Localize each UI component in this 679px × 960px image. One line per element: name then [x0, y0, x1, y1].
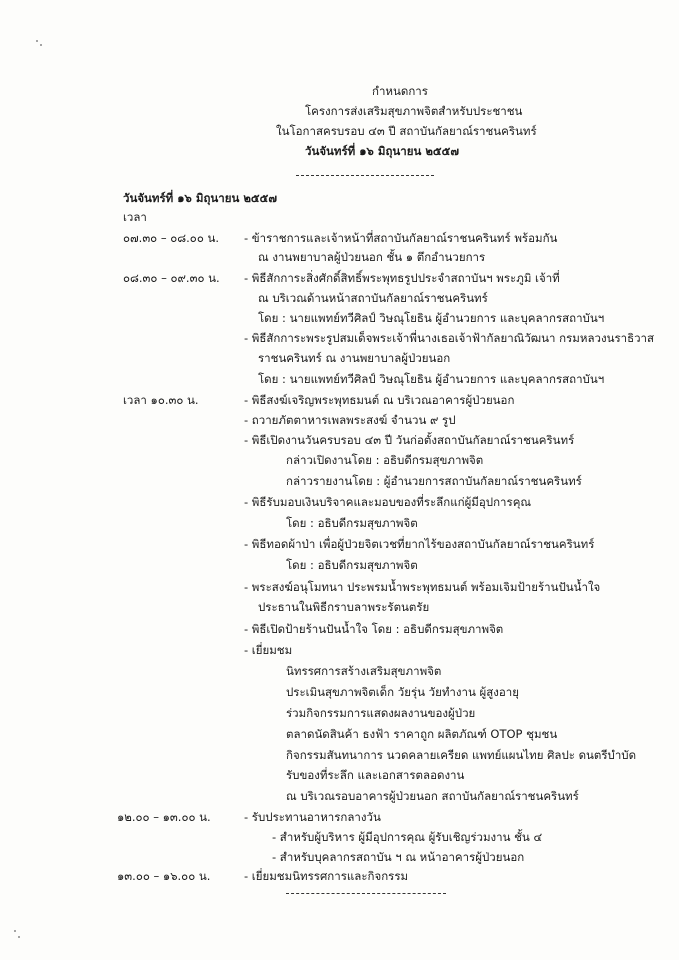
- session-detail: รับของที่ระลึก และเอกสารตลอดงาน: [286, 768, 465, 782]
- session-item: - ถวายภัตตาหารเพลพระสงฆ์ จำนวน ๙ รูป: [244, 413, 456, 427]
- session-time: เวลา ๑๐.๓๐ น.: [123, 393, 199, 407]
- session-detail: กล่าวเปิดงานโดย : อธิบดีกรมสุขภาพจิต: [286, 453, 484, 467]
- session-detail: - สำหรับผู้บริหาร ผู้มีอุปการคุณ ผู้รับเชิญร่วมงาน ชั้น ๔: [272, 830, 543, 844]
- session-item: - เยี่ยมชมนิทรรศการและกิจกรรม: [244, 869, 409, 883]
- session-detail: ณ งานพยาบาลผู้ป่วยนอก ชั้น ๑ ตึกอำนวยการ: [258, 250, 486, 264]
- session-detail: โดย : นายแพทย์ทวีศิลป์ วิษณุโยธิน ผู้อำนวยการ และบุคลากรสถาบันฯ: [258, 311, 605, 325]
- session-detail: โดย : อธิบดีกรมสุขภาพจิต: [286, 558, 418, 572]
- session-detail: - สำหรับบุคลากรสถาบัน ฯ ณ หน้าอาคารผู้ป่วยนอก: [272, 850, 525, 864]
- session-item: - ข้าราชการและเจ้าหน้าที่สถาบันกัลยาณ์ราชนครินทร์ พร้อมกัน: [244, 231, 558, 245]
- session-time: ๑๓.๐๐ – ๑๖.๐๐ น.: [117, 869, 211, 883]
- scan-speck: [18, 936, 20, 938]
- time-column-label: เวลา: [123, 210, 147, 224]
- session-item: - พิธีรับมอบเงินบริจาคและมอบของที่ระลึกแก่ผู้มีอุปการคุณ: [244, 495, 532, 509]
- session-detail: ประธานในพิธีกราบลาพระรัตนตรัย: [258, 600, 430, 614]
- session-item: - พิธีเปิดงานวันครบรอบ ๔๓ ปี วันก่อตั้งสถาบันกัลยาณ์ราชนครินทร์: [244, 433, 575, 447]
- session-time: ๑๒.๐๐ – ๑๓.๐๐ น.: [117, 810, 211, 824]
- scan-speck: [40, 44, 42, 46]
- session-item: - พิธีสักการะสิ่งศักดิ์สิทธิ์พระพุทธรูปประจำสถาบันฯ พระภูมิ เจ้าที่: [244, 271, 560, 285]
- scan-speck: [14, 930, 16, 932]
- session-detail: นิทรรศการสร้างเสริมสุขภาพจิต: [286, 664, 442, 678]
- session-item: - พิธีเปิดป้ายร้านปันน้ำใจ โดย : อธิบดีกรมสุขภาพจิต: [244, 622, 504, 636]
- session-item: - พิธีทอดผ้าป่า เพื่อผู้ป่วยจิตเวชที่ยากไร้ของสถาบันกัลยาณ์ราชนครินทร์: [244, 537, 595, 551]
- session-time: ๐๘.๓๐ – ๐๙.๓๐ น.: [123, 271, 220, 285]
- session-detail: โดย : นายแพทย์ทวีศิลป์ วิษณุโยธิน ผู้อำนวยการ และบุคลากรสถาบันฯ: [258, 372, 605, 386]
- header-occasion: ในโอกาสครบรอบ ๔๓ ปี สถาบันกัลยาณ์ราชนครินทร์: [276, 124, 537, 138]
- header-project: โครงการส่งเสริมสุขภาพจิตสำหรับประชาชน: [305, 104, 523, 118]
- session-detail: ราชนครินทร์ ณ งานพยาบาลผู้ป่วยนอก: [258, 351, 451, 365]
- session-item: - เยี่ยมชม: [244, 643, 293, 657]
- session-detail: โดย : อธิบดีกรมสุขภาพจิต: [286, 516, 418, 530]
- date-heading: วันจันทร์ที่ ๑๖ มิถุนายน ๒๕๕๗: [123, 191, 277, 205]
- session-detail: ประเมินสุขภาพจิตเด็ก วัยรุ่น วัยทำงาน ผู้สูงอายุ: [286, 685, 519, 699]
- session-detail: ตลาดนัดสินค้า ธงฟ้า ราคาถูก ผลิตภัณฑ์ OTOP ชุมชน: [286, 727, 558, 741]
- scan-speck: [36, 40, 38, 42]
- session-item: - พิธีสงฆ์เจริญพระพุทธมนต์ ณ บริเวณอาคารผู้ป่วยนอก: [244, 393, 515, 407]
- session-detail: กิจกรรมสันทนาการ นวดคลายเครียด แพทย์แผนไทย ศิลปะ ดนตรีบำบัด: [286, 748, 637, 762]
- session-detail: ณ บริเวณด้านหน้าสถาบันกัลยาณ์ราชนครินทร์: [258, 291, 488, 305]
- footer-divider: [286, 893, 446, 894]
- session-item: - รับประทานอาหารกลางวัน: [244, 810, 381, 824]
- session-item: - พระสงฆ์อนุโมทนา ประพรมน้ำพระพุทธมนต์ พร้อมเจิมป้ายร้านปันน้ำใจ: [244, 580, 601, 594]
- session-time: ๐๗.๓๐ – ๐๘.๐๐ น.: [123, 231, 220, 245]
- session-detail: ณ บริเวณรอบอาคารผู้ป่วยนอก สถาบันกัลยาณ์ราชนครินทร์: [286, 789, 579, 803]
- session-item: - พิธีสักการะพระรูปสมเด็จพระเจ้าพี่นางเธอเจ้าฟ้ากัลยาณิวัฒนา กรมหลวงนราธิวาส: [244, 331, 655, 345]
- header-divider: [296, 175, 434, 176]
- header-title: กำหนดการ: [372, 84, 428, 98]
- header-date: วันจันทร์ที่ ๑๖ มิถุนายน ๒๕๕๗: [305, 144, 459, 158]
- session-detail: กล่าวรายงานโดย : ผู้อำนวยการสถาบันกัลยาณ์ราชนครินทร์: [286, 474, 582, 488]
- session-detail: ร่วมกิจกรรมการแสดงผลงานของผู้ป่วย: [286, 706, 476, 720]
